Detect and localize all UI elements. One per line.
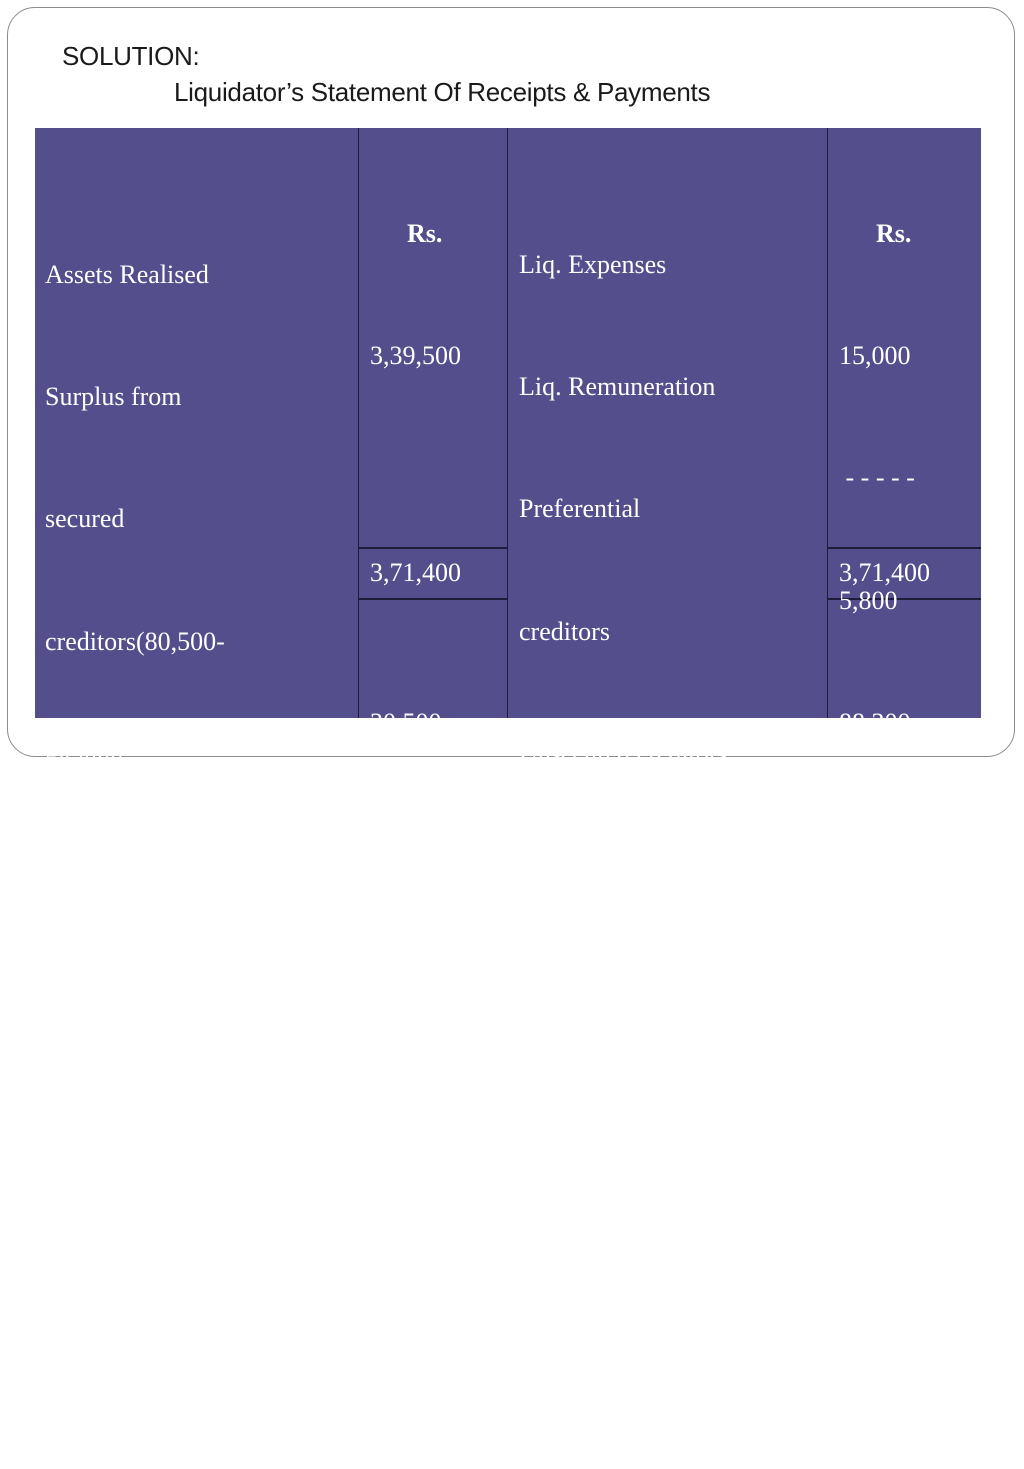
receipt-amount [370, 458, 461, 499]
receipt-item: creditors(80,500- [45, 626, 225, 656]
payment-amount: 5,800 [839, 585, 898, 615]
receipt-item: secured [45, 504, 125, 534]
column-divider [507, 128, 508, 718]
heading-subtitle: Liquidator’s Statement Of Receipts & Payments [174, 77, 711, 108]
receipt-amount: 30,500 [370, 708, 442, 738]
receipt-amount: 3,39,500 [370, 340, 461, 370]
payment-item: Liq. Expenses [519, 249, 667, 279]
payment-item: A=2000sh.@24 [519, 1228, 703, 1258]
currency-header: Rs. [876, 218, 912, 248]
receipt-item: Surplus from [45, 381, 182, 411]
receipts-total: 3,71,400 [370, 558, 461, 587]
currency-header: Rs. [407, 218, 443, 248]
receipt-item: 50,000) [45, 749, 126, 779]
slide-heading [62, 38, 710, 111]
column-divider [827, 128, 828, 718]
payments-particulars [519, 163, 728, 1469]
heading-title: SOLUTION: [62, 41, 200, 71]
receipt-item: @1) [45, 1116, 91, 1146]
receipts-payments-table [35, 128, 981, 1381]
payment-item: Holder [519, 983, 592, 1013]
payment-item: creditors [519, 616, 610, 646]
payments-amounts [839, 132, 930, 1315]
payment-item: Liq. Remuneration [519, 371, 716, 401]
payment-item: Preferential [519, 494, 641, 524]
payment-amount: 15,000 [839, 340, 911, 370]
payment-amount: 2,00,000 [839, 830, 930, 860]
receipt-item: Call on equity [45, 871, 193, 901]
payment-amount: 14,400 [839, 1197, 911, 1227]
payment-amount: 48,000 [839, 1075, 911, 1105]
receipt-item: Assets Realised [45, 259, 209, 289]
receipt-amount [370, 826, 461, 867]
payment-amount [839, 948, 930, 989]
receipts-amounts [370, 132, 461, 1070]
payment-amount: - - - - - [839, 463, 915, 493]
payment-amount: 88,200 [839, 708, 911, 738]
payment-item: Equity Sh. Holder [519, 1106, 708, 1136]
payments-total: 3,71,400 [839, 558, 930, 587]
payment-item: Preference Sh. [519, 861, 671, 891]
receipts-particulars [45, 173, 225, 1234]
receipt-amount: 1,400 [370, 952, 429, 982]
receipt-item: share(C=I,400sh. [45, 993, 225, 1023]
column-divider [358, 128, 359, 718]
payment-item: B=16,000sh.@9 [519, 1351, 709, 1381]
payment-item: Unsecured creditors [519, 739, 728, 769]
